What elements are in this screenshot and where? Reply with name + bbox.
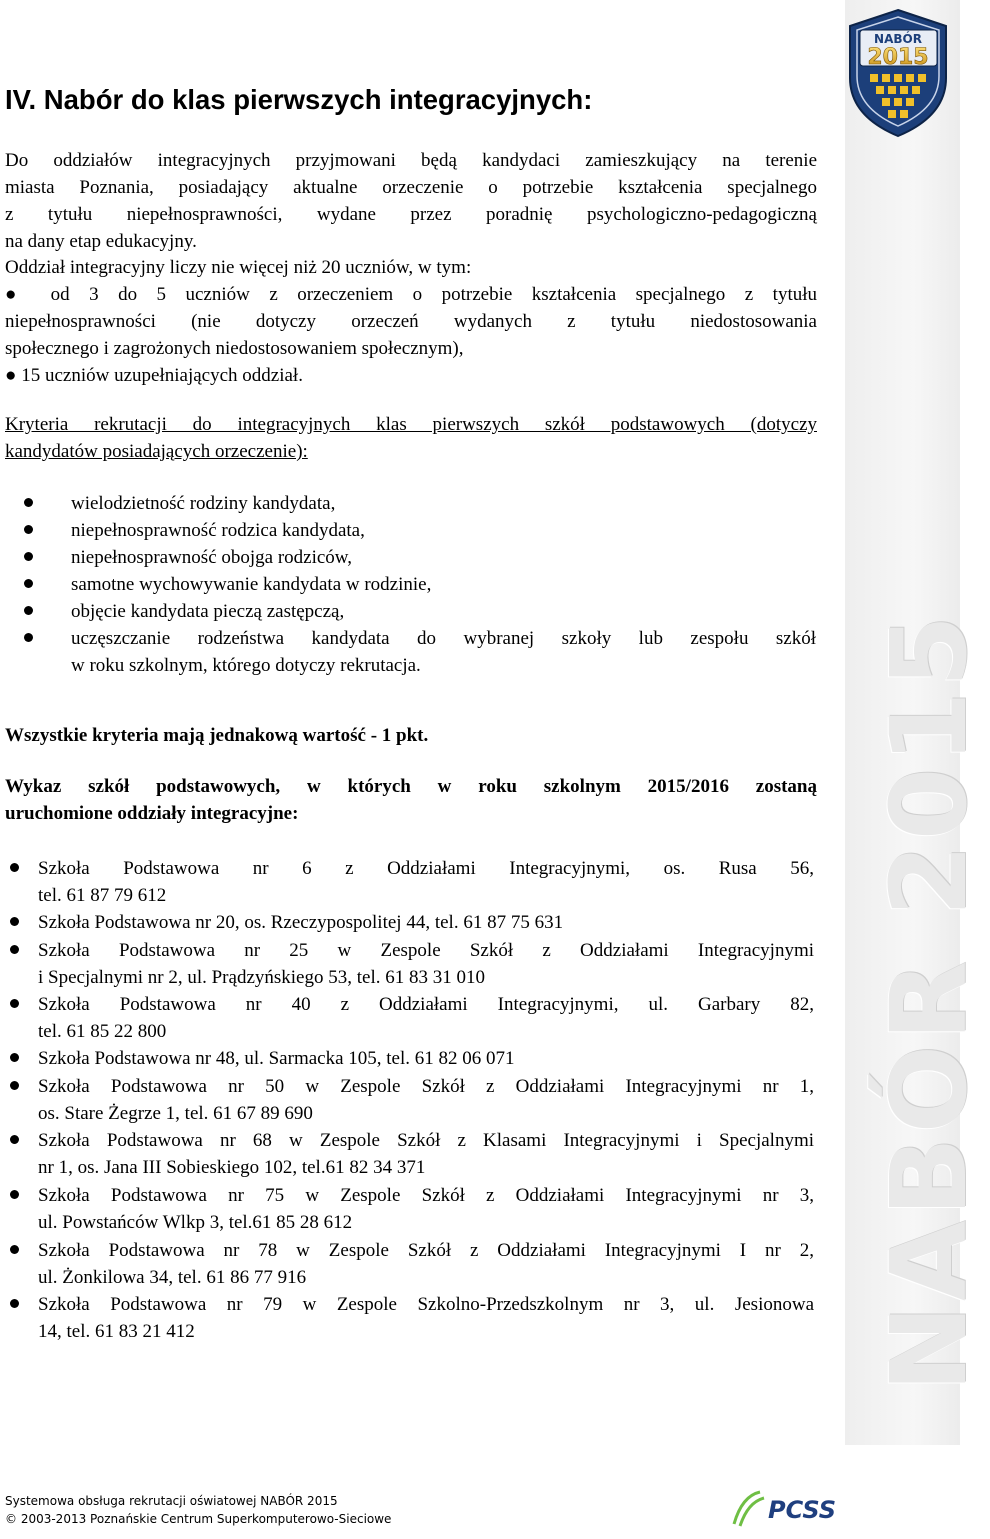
- logo-text-year: 2015: [867, 45, 929, 70]
- school-item-continuation: i Specjalnymi nr 2, ul. Prądzyńskiego 53, tel. 61 83 31 010: [38, 967, 485, 988]
- intro-line-4: na dany etap edukacyjny.: [5, 231, 197, 252]
- school-item: Szkoła Podstawowa nr 68 w Zespole Szkół z Klasami Integracyjnymi i Specjalnymi: [38, 1130, 814, 1151]
- intro-line-1: Do oddziałów integracyjnych przyjmowani będą kandydaci zamieszkujący na terenie: [5, 150, 817, 171]
- bullet-icon: [24, 552, 33, 561]
- oddzial-line-3: niepełnosprawności (nie dotyczy orzeczeń wydanych z tytułu niedostosowania: [5, 311, 817, 332]
- school-item-continuation: tel. 61 87 79 612: [38, 885, 167, 906]
- bullet-icon: [10, 1081, 19, 1090]
- school-item: Szkoła Podstawowa nr 78 w Zespole Szkół z Oddziałami Integracyjnymi I nr 2,: [38, 1240, 814, 1261]
- school-item-continuation: ul. Żonkilowa 34, tel. 61 86 77 916: [38, 1267, 307, 1288]
- bullet-icon: [24, 633, 33, 642]
- bullet-icon: [24, 498, 33, 507]
- criteria-item: objęcie kandydata pieczą zastępczą,: [71, 601, 345, 622]
- school-item: Szkoła Podstawowa nr 50 w Zespole Szkół z Oddziałami Integracyjnymi nr 1,: [38, 1076, 814, 1097]
- oddzial-line-2: ● od 3 do 5 uczniów z orzeczeniem o potrzebie kształcenia specjalnego z tytułu: [5, 284, 817, 305]
- section-title: IV. Nabór do klas pierwszych integracyjnych:: [5, 84, 593, 115]
- criteria-item-continuation: w roku szkolnym, którego dotyczy rekrutacja.: [71, 655, 421, 676]
- pcss-logo: [728, 1486, 848, 1531]
- footer-system-text: Systemowa obsługa rekrutacji oświatowej NABÓR 2015: [5, 1494, 338, 1508]
- bullet-icon: [10, 863, 19, 872]
- bullet-icon: [10, 1135, 19, 1144]
- criteria-item: niepełnosprawność obojga rodziców,: [71, 547, 353, 568]
- school-list-heading-line-2: uruchomione oddziały integracyjne:: [5, 803, 299, 824]
- bullet-icon: [10, 1053, 19, 1062]
- oddzial-line-4: społecznego i zagrożonych niedostosowaniem społecznym),: [5, 338, 464, 359]
- school-item-continuation: ul. Powstańców Wlkp 3, tel.61 85 28 612: [38, 1212, 353, 1233]
- intro-line-2: miasta Poznania, posiadający aktualne orzeczenie o potrzebie kształcenia specjalnego: [5, 177, 817, 198]
- school-item-continuation: tel. 61 85 22 800: [38, 1021, 167, 1042]
- bullet-icon: [10, 1299, 19, 1308]
- criteria-item: uczęszczanie rodzeństwa kandydata do wybranej szkoły lub zespołu szkół: [71, 628, 816, 649]
- bullet-icon: [10, 945, 19, 954]
- school-item-continuation: os. Stare Żegrze 1, tel. 61 67 89 690: [38, 1103, 313, 1124]
- bullet-icon: [24, 525, 33, 534]
- school-item-continuation: nr 1, os. Jana III Sobieskiego 102, tel.61 82 34 371: [38, 1157, 426, 1178]
- bullet-icon: [10, 917, 19, 926]
- logo-text-nabor: NABÓR: [874, 32, 922, 46]
- bullet-icon: [10, 999, 19, 1008]
- criteria-value-note: Wszystkie kryteria mają jednakową wartość - 1 pkt.: [5, 725, 429, 746]
- oddzial-line-5: ● 15 uczniów uzupełniających oddział.: [5, 365, 303, 386]
- pcss-logo-text: PCSS: [768, 1496, 837, 1524]
- oddzial-line-1: Oddział integracyjny liczy nie więcej niż 20 uczniów, w tym:: [5, 257, 472, 278]
- criteria-heading-line-1: Kryteria rekrutacji do integracyjnych klas pierwszych szkół podstawowych (dotyczy: [5, 414, 817, 435]
- bullet-icon: [10, 1245, 19, 1254]
- school-item: Szkoła Podstawowa nr 6 z Oddziałami Integracyjnymi, os. Rusa 56,: [38, 858, 814, 879]
- school-item-continuation: 14, tel. 61 83 21 412: [38, 1321, 195, 1342]
- school-item: Szkoła Podstawowa nr 75 w Zespole Szkół z Oddziałami Integracyjnymi nr 3,: [38, 1185, 814, 1206]
- criteria-item: samotne wychowywanie kandydata w rodzinie,: [71, 574, 432, 595]
- sidebar-watermark-text: NABÓR 2015: [868, 611, 990, 1392]
- school-item: Szkoła Podstawowa nr 79 w Zespole Szkolno-Przedszkolnym nr 3, ul. Jesionowa: [38, 1294, 814, 1315]
- school-item: Szkoła Podstawowa nr 48, ul. Sarmacka 105, tel. 61 82 06 071: [38, 1048, 515, 1069]
- nabor-2015-logo: [846, 8, 951, 138]
- bullet-icon: [24, 579, 33, 588]
- school-item: Szkoła Podstawowa nr 40 z Oddziałami Integracyjnymi, ul. Garbary 82,: [38, 994, 814, 1015]
- criteria-heading-line-2: kandydatów posiadających orzeczenie):: [5, 441, 308, 462]
- footer-copyright-text: © 2003-2013 Poznańskie Centrum Superkomputerowo-Sieciowe: [5, 1512, 392, 1526]
- school-item: Szkoła Podstawowa nr 25 w Zespole Szkół z Oddziałami Integracyjnymi: [38, 940, 814, 961]
- bullet-icon: [24, 606, 33, 615]
- criteria-item: niepełnosprawność rodzica kandydata,: [71, 520, 365, 541]
- intro-line-3: z tytułu niepełnosprawności, wydane przez poradnię psychologiczno-pedagogiczną: [5, 204, 817, 225]
- bullet-icon: [10, 1190, 19, 1199]
- school-item: Szkoła Podstawowa nr 20, os. Rzeczypospolitej 44, tel. 61 87 75 631: [38, 912, 564, 933]
- criteria-item: wielodzietność rodziny kandydata,: [71, 493, 336, 514]
- school-list-heading-line-1: Wykaz szkół podstawowych, w których w roku szkolnym 2015/2016 zostaną: [5, 776, 817, 797]
